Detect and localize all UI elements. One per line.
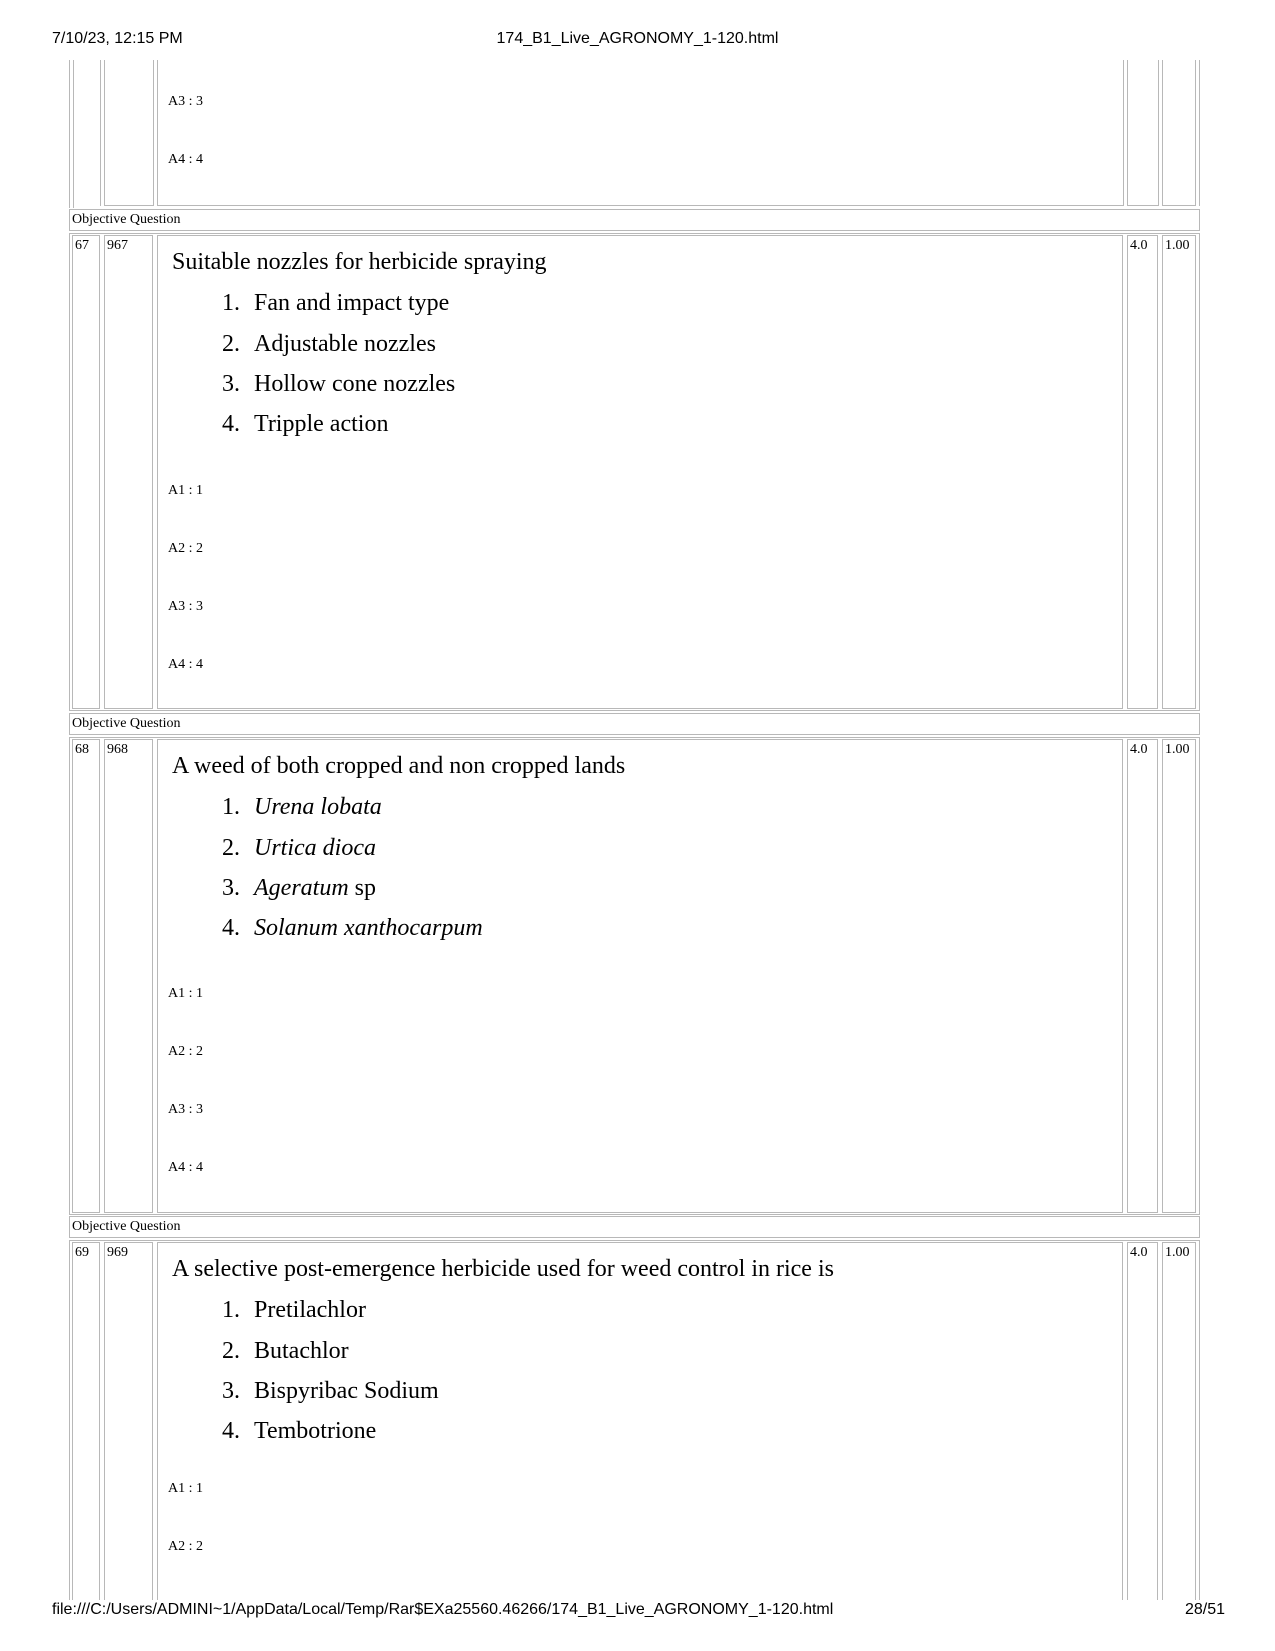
question-marks: 4.0 xyxy=(1130,1245,1148,1260)
question-id: 969 xyxy=(107,1245,128,1260)
answer-option: A4 : 4 xyxy=(168,657,203,672)
choice-item: 2. Urtica dioca xyxy=(222,835,376,861)
answer-option: A2 : 2 xyxy=(168,1539,203,1554)
answer-option: A1 : 1 xyxy=(168,1481,203,1496)
choice-item: 2. Butachlor xyxy=(222,1338,349,1364)
answer-option: A2 : 2 xyxy=(168,1044,203,1059)
print-page-number: 28/51 xyxy=(1184,1601,1225,1618)
negative-marks: 1.00 xyxy=(1165,1245,1190,1260)
question-text: Suitable nozzles for herbicide spraying xyxy=(172,249,547,275)
question-type-label: Objective Question xyxy=(72,212,181,227)
choice-item: 4. Tembotrione xyxy=(222,1418,377,1444)
answer-option: A2 : 2 xyxy=(168,541,203,556)
question-serial: 69 xyxy=(75,1245,89,1260)
question-serial: 68 xyxy=(75,742,89,757)
choice-item: 1. Fan and impact type xyxy=(222,290,450,316)
choice-item: 1. Urena lobata xyxy=(222,794,382,820)
choice-item: 3. Bispyribac Sodium xyxy=(222,1378,439,1404)
question-id: 967 xyxy=(107,238,128,253)
negative-marks: 1.00 xyxy=(1165,238,1190,253)
question-type-label: Objective Question xyxy=(72,716,181,731)
choice-item: 3. Hollow cone nozzles xyxy=(222,371,456,397)
question-text: A weed of both cropped and non cropped lands xyxy=(172,753,626,779)
answer-option: A1 : 1 xyxy=(168,986,203,1001)
question-id: 968 xyxy=(107,742,128,757)
answer-option: A3 : 3 xyxy=(168,599,203,614)
answer-option: A4 : 4 xyxy=(168,152,203,167)
answer-option: A4 : 4 xyxy=(168,1160,203,1175)
print-file-path: file:///C:/Users/ADMINI~1/AppData/Local/Temp/Rar$EXa25560.46266/174_B1_Live_AGRONOMY_1-120.html xyxy=(52,1601,834,1618)
question-serial: 67 xyxy=(75,238,89,253)
print-datetime: 7/10/23, 12:15 PM xyxy=(52,30,183,47)
answer-option: A3 : 3 xyxy=(168,94,203,109)
question-text: A selective post-emergence herbicide used for weed control in rice is xyxy=(172,1256,834,1282)
question-marks: 4.0 xyxy=(1130,238,1148,253)
question-type-label: Objective Question xyxy=(72,1219,181,1234)
negative-marks: 1.00 xyxy=(1165,742,1190,757)
choice-item: 1. Pretilachlor xyxy=(222,1297,366,1323)
choice-item: 4. Solanum xanthocarpum xyxy=(222,915,483,941)
answer-option: A3 : 3 xyxy=(168,1102,203,1117)
choice-item: 4. Tripple action xyxy=(222,411,389,437)
question-marks: 4.0 xyxy=(1130,742,1148,757)
choice-item: 2. Adjustable nozzles xyxy=(222,331,436,357)
answer-option: A1 : 1 xyxy=(168,483,203,498)
print-page-title: 174_B1_Live_AGRONOMY_1-120.html xyxy=(496,30,779,47)
choice-item: 3. Ageratum sp xyxy=(222,875,376,901)
